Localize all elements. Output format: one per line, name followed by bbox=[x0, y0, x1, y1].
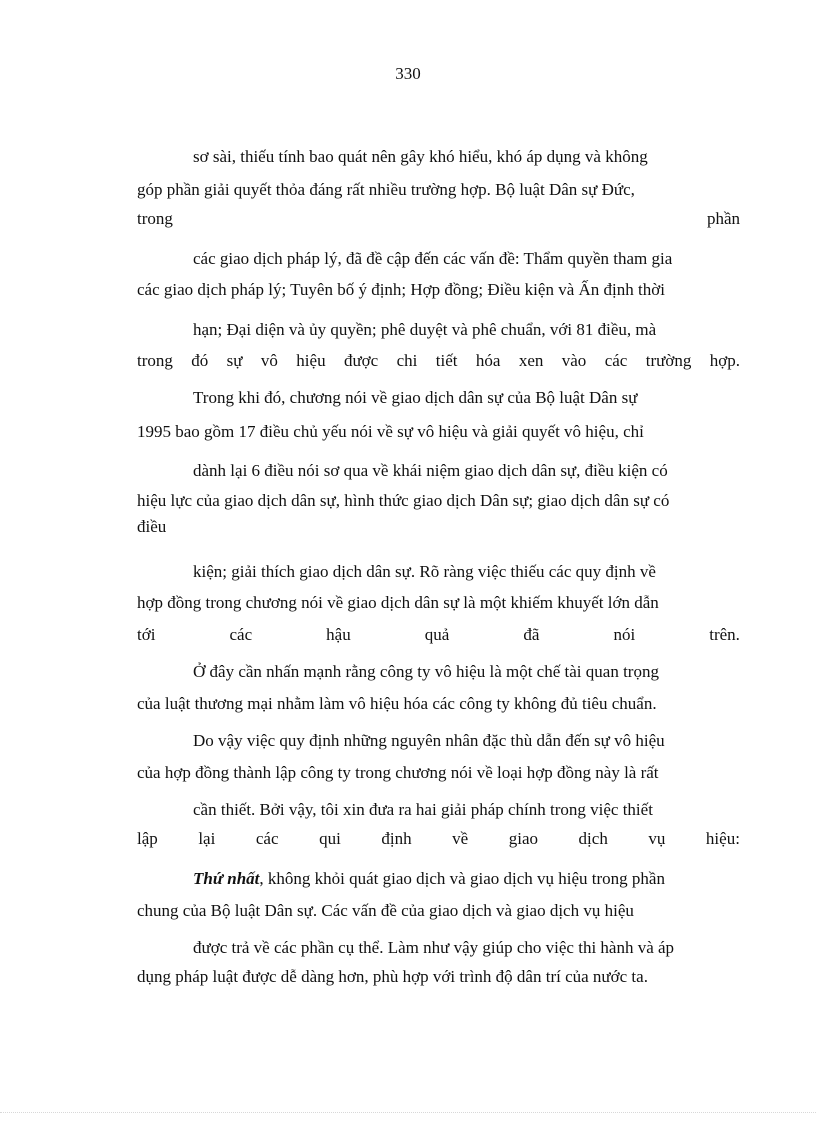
emphasis-text: Thứ nhất bbox=[193, 869, 260, 888]
word: tiết bbox=[435, 351, 458, 370]
text-line bbox=[193, 868, 665, 890]
text-line-justified bbox=[137, 828, 740, 850]
text-line-justified bbox=[137, 208, 740, 230]
text-line: hiệu lực của giao dịch dân sự, hình thức giao dịch Dân sự; giao dịch dân sự có bbox=[137, 491, 670, 510]
text-line-justified bbox=[137, 624, 740, 646]
word: tới bbox=[137, 625, 156, 644]
text-line: sơ sài, thiếu tính bao quát nên gây khó hiểu, khó áp dụng và không bbox=[193, 147, 648, 166]
word: về bbox=[452, 829, 469, 848]
text-line: 1995 bao gồm 17 điều chủ yếu nói về sự vô hiệu và giải quyết vô hiệu, chỉ bbox=[137, 422, 644, 441]
text-line: các giao dịch pháp lý; Tuyên bố ý định; Hợp đồng; Điều kiện và Ấn định thời bbox=[137, 280, 665, 299]
word: được bbox=[343, 351, 379, 370]
word: qui bbox=[319, 829, 341, 848]
text-line: Ở đây cần nhấn mạnh rằng công ty vô hiệu là một chế tài quan trọng bbox=[193, 662, 659, 681]
page-number: 330 bbox=[395, 64, 421, 83]
word: các bbox=[255, 829, 279, 848]
word: xen bbox=[518, 351, 544, 370]
text-line: cần thiết. Bởi vậy, tôi xin đưa ra hai giải pháp chính trong việc thiết bbox=[193, 800, 653, 819]
word: vụ bbox=[648, 829, 666, 848]
text-line: chung của Bộ luật Dân sự. Các vấn đề của giao dịch và giao dịch vụ hiệu bbox=[137, 901, 634, 920]
word: giao bbox=[508, 829, 538, 848]
word: lập bbox=[137, 829, 158, 848]
text-line: điều bbox=[137, 517, 167, 536]
text-line: của luật thương mại nhằm làm vô hiệu hóa các công ty không đủ tiêu chuẩn. bbox=[137, 694, 657, 713]
text-line: được trả về các phần cụ thể. Làm như vậy giúp cho việc thi hành và áp bbox=[193, 938, 675, 957]
word: hợp. bbox=[709, 351, 740, 370]
word: hiệu: bbox=[705, 829, 740, 848]
text-line: Trong khi đó, chương nói về giao dịch dân sự của Bộ luật Dân sự bbox=[193, 388, 638, 407]
word: phần bbox=[706, 209, 740, 228]
word: hậu bbox=[326, 625, 351, 644]
page-bottom-divider bbox=[0, 1112, 816, 1113]
word: lại bbox=[198, 829, 216, 848]
word: vô bbox=[260, 351, 278, 370]
word: các bbox=[229, 625, 253, 644]
text-line: dành lại 6 điều nói sơ qua về khái niệm giao dịch dân sự, điều kiện có bbox=[193, 461, 668, 480]
text-line: của hợp đồng thành lập công ty trong chương nói về loại hợp đồng này là rất bbox=[137, 763, 659, 782]
text-run: , không khỏi quát giao dịch và giao dịch vụ hiệu trong phần bbox=[259, 869, 665, 888]
word: vào bbox=[561, 351, 587, 370]
word: chi bbox=[396, 351, 418, 370]
text-line: kiện; giải thích giao dịch dân sự. Rõ ràng việc thiếu các quy định về bbox=[193, 562, 656, 581]
word: nói bbox=[613, 625, 636, 644]
text-line: Do vậy việc quy định những nguyên nhân đặc thù dẫn đến sự vô hiệu bbox=[193, 731, 665, 750]
word: đó bbox=[191, 351, 209, 370]
word: trong bbox=[137, 209, 173, 228]
text-line: các giao dịch pháp lý, đã đề cập đến các vấn đề: Thẩm quyền tham gia bbox=[193, 249, 673, 268]
text-line: hạn; Đại diện và ủy quyền; phê duyệt và phê chuẩn, với 81 điều, mà bbox=[193, 320, 657, 339]
word: dịch bbox=[578, 829, 608, 848]
word: các bbox=[604, 351, 628, 370]
text-line: góp phần giải quyết thỏa đáng rất nhiều trường hợp. Bộ luật Dân sự Đức, bbox=[137, 180, 635, 199]
word: quả bbox=[424, 625, 450, 644]
text-line: dụng pháp luật được dễ dàng hơn, phù hợp với trình độ dân trí của nước ta. bbox=[137, 967, 648, 986]
word: sự bbox=[226, 351, 243, 370]
text-line-justified bbox=[137, 350, 740, 372]
word: đã bbox=[523, 625, 540, 644]
word: trường bbox=[645, 351, 692, 370]
word: hiệu bbox=[296, 351, 326, 370]
word: trên. bbox=[709, 625, 740, 644]
word: trong bbox=[137, 351, 173, 370]
word: định bbox=[381, 829, 412, 848]
word: hóa bbox=[475, 351, 501, 370]
text-line: hợp đồng trong chương nói về giao dịch dân sự là một khiếm khuyết lớn dẫn bbox=[137, 593, 659, 612]
